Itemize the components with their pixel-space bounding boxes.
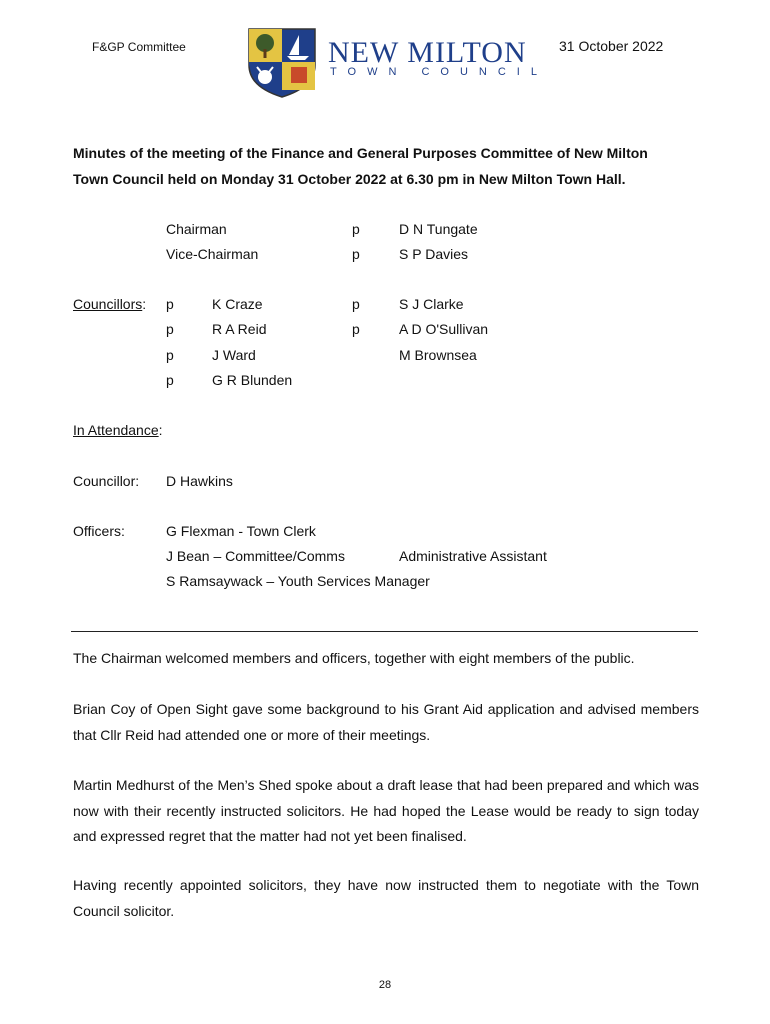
councillors-heading	[73, 296, 146, 312]
page-number: 28	[378, 979, 392, 991]
officers-label: Officers:	[73, 523, 125, 539]
chairman-name: D N Tungate	[399, 221, 478, 237]
presence-mark: p	[352, 296, 360, 312]
paragraph: Brian Coy of Open Sight gave some background to his Grant Aid application and advised members that Cllr Reid had attended one or more of their meetings.	[73, 701, 699, 743]
brand-name: NEW MILTON	[328, 36, 527, 69]
in-attendance-heading	[73, 422, 163, 438]
presence-mark: p	[166, 347, 174, 363]
officer-entry: S Ramsaywack – Youth Services Manager	[166, 573, 430, 589]
vice-chairman-name: S P Davies	[399, 246, 468, 262]
meeting-date: 31 October 2022	[559, 38, 664, 54]
officer-entry-continued: Administrative Assistant	[399, 548, 547, 564]
paragraph: Having recently appointed solicitors, they have now instructed them to negotiate with the Town Council solicitor.	[73, 877, 699, 919]
section-divider	[71, 631, 698, 632]
councillor-label: Councillor:	[73, 473, 140, 489]
council-crest-logo	[247, 27, 317, 99]
councillor-name: M Brownsea	[399, 347, 477, 363]
presence-mark: p	[166, 296, 174, 312]
officer-entry: J Bean – Committee/Comms	[166, 548, 345, 564]
minutes-title-line-2: Town Council held on Monday 31 October 2022 at 6.30 pm in New Milton Town Hall.	[73, 171, 626, 187]
in-attendance-label: In Attendance	[73, 422, 159, 438]
presence-mark: p	[166, 372, 174, 388]
presence-mark: p	[166, 321, 174, 337]
paragraph: The Chairman welcomed members and officers, together with eight members of the public.	[73, 650, 635, 666]
officer-entry: G Flexman - Town Clerk	[166, 523, 316, 539]
colon: :	[158, 422, 163, 438]
attending-councillor-name: D Hawkins	[166, 473, 233, 489]
councillor-name: A D O'Sullivan	[399, 321, 489, 337]
paragraph: Martin Medhurst of the Men’s Shed spoke about a draft lease that had been prepared and which was now with their recently instructed solicitors. He had hoped the Lease would be ready to sign today and expressed regret that the matter had not yet been finalised.	[73, 777, 699, 844]
minutes-title-line-1: Minutes of the meeting of the Finance and General Purposes Committee of New Milton	[73, 145, 648, 161]
brand-subtitle: TOWN COUNCIL	[330, 66, 548, 78]
councillor-name: J Ward	[212, 347, 256, 363]
councillor-name: R A Reid	[212, 321, 267, 337]
colon: :	[142, 296, 147, 312]
presence-mark: p	[352, 221, 360, 237]
councillors-label: Councillors	[73, 296, 143, 312]
councillor-name: G R Blunden	[212, 372, 293, 388]
councillor-name: K Craze	[212, 296, 263, 312]
committee-label: F&GP Committee	[92, 40, 186, 54]
presence-mark: p	[352, 246, 360, 262]
councillor-name: S J Clarke	[399, 296, 464, 312]
presence-mark: p	[352, 321, 360, 337]
role-chairman: Chairman	[166, 221, 227, 237]
role-vice-chairman: Vice-Chairman	[166, 246, 259, 262]
